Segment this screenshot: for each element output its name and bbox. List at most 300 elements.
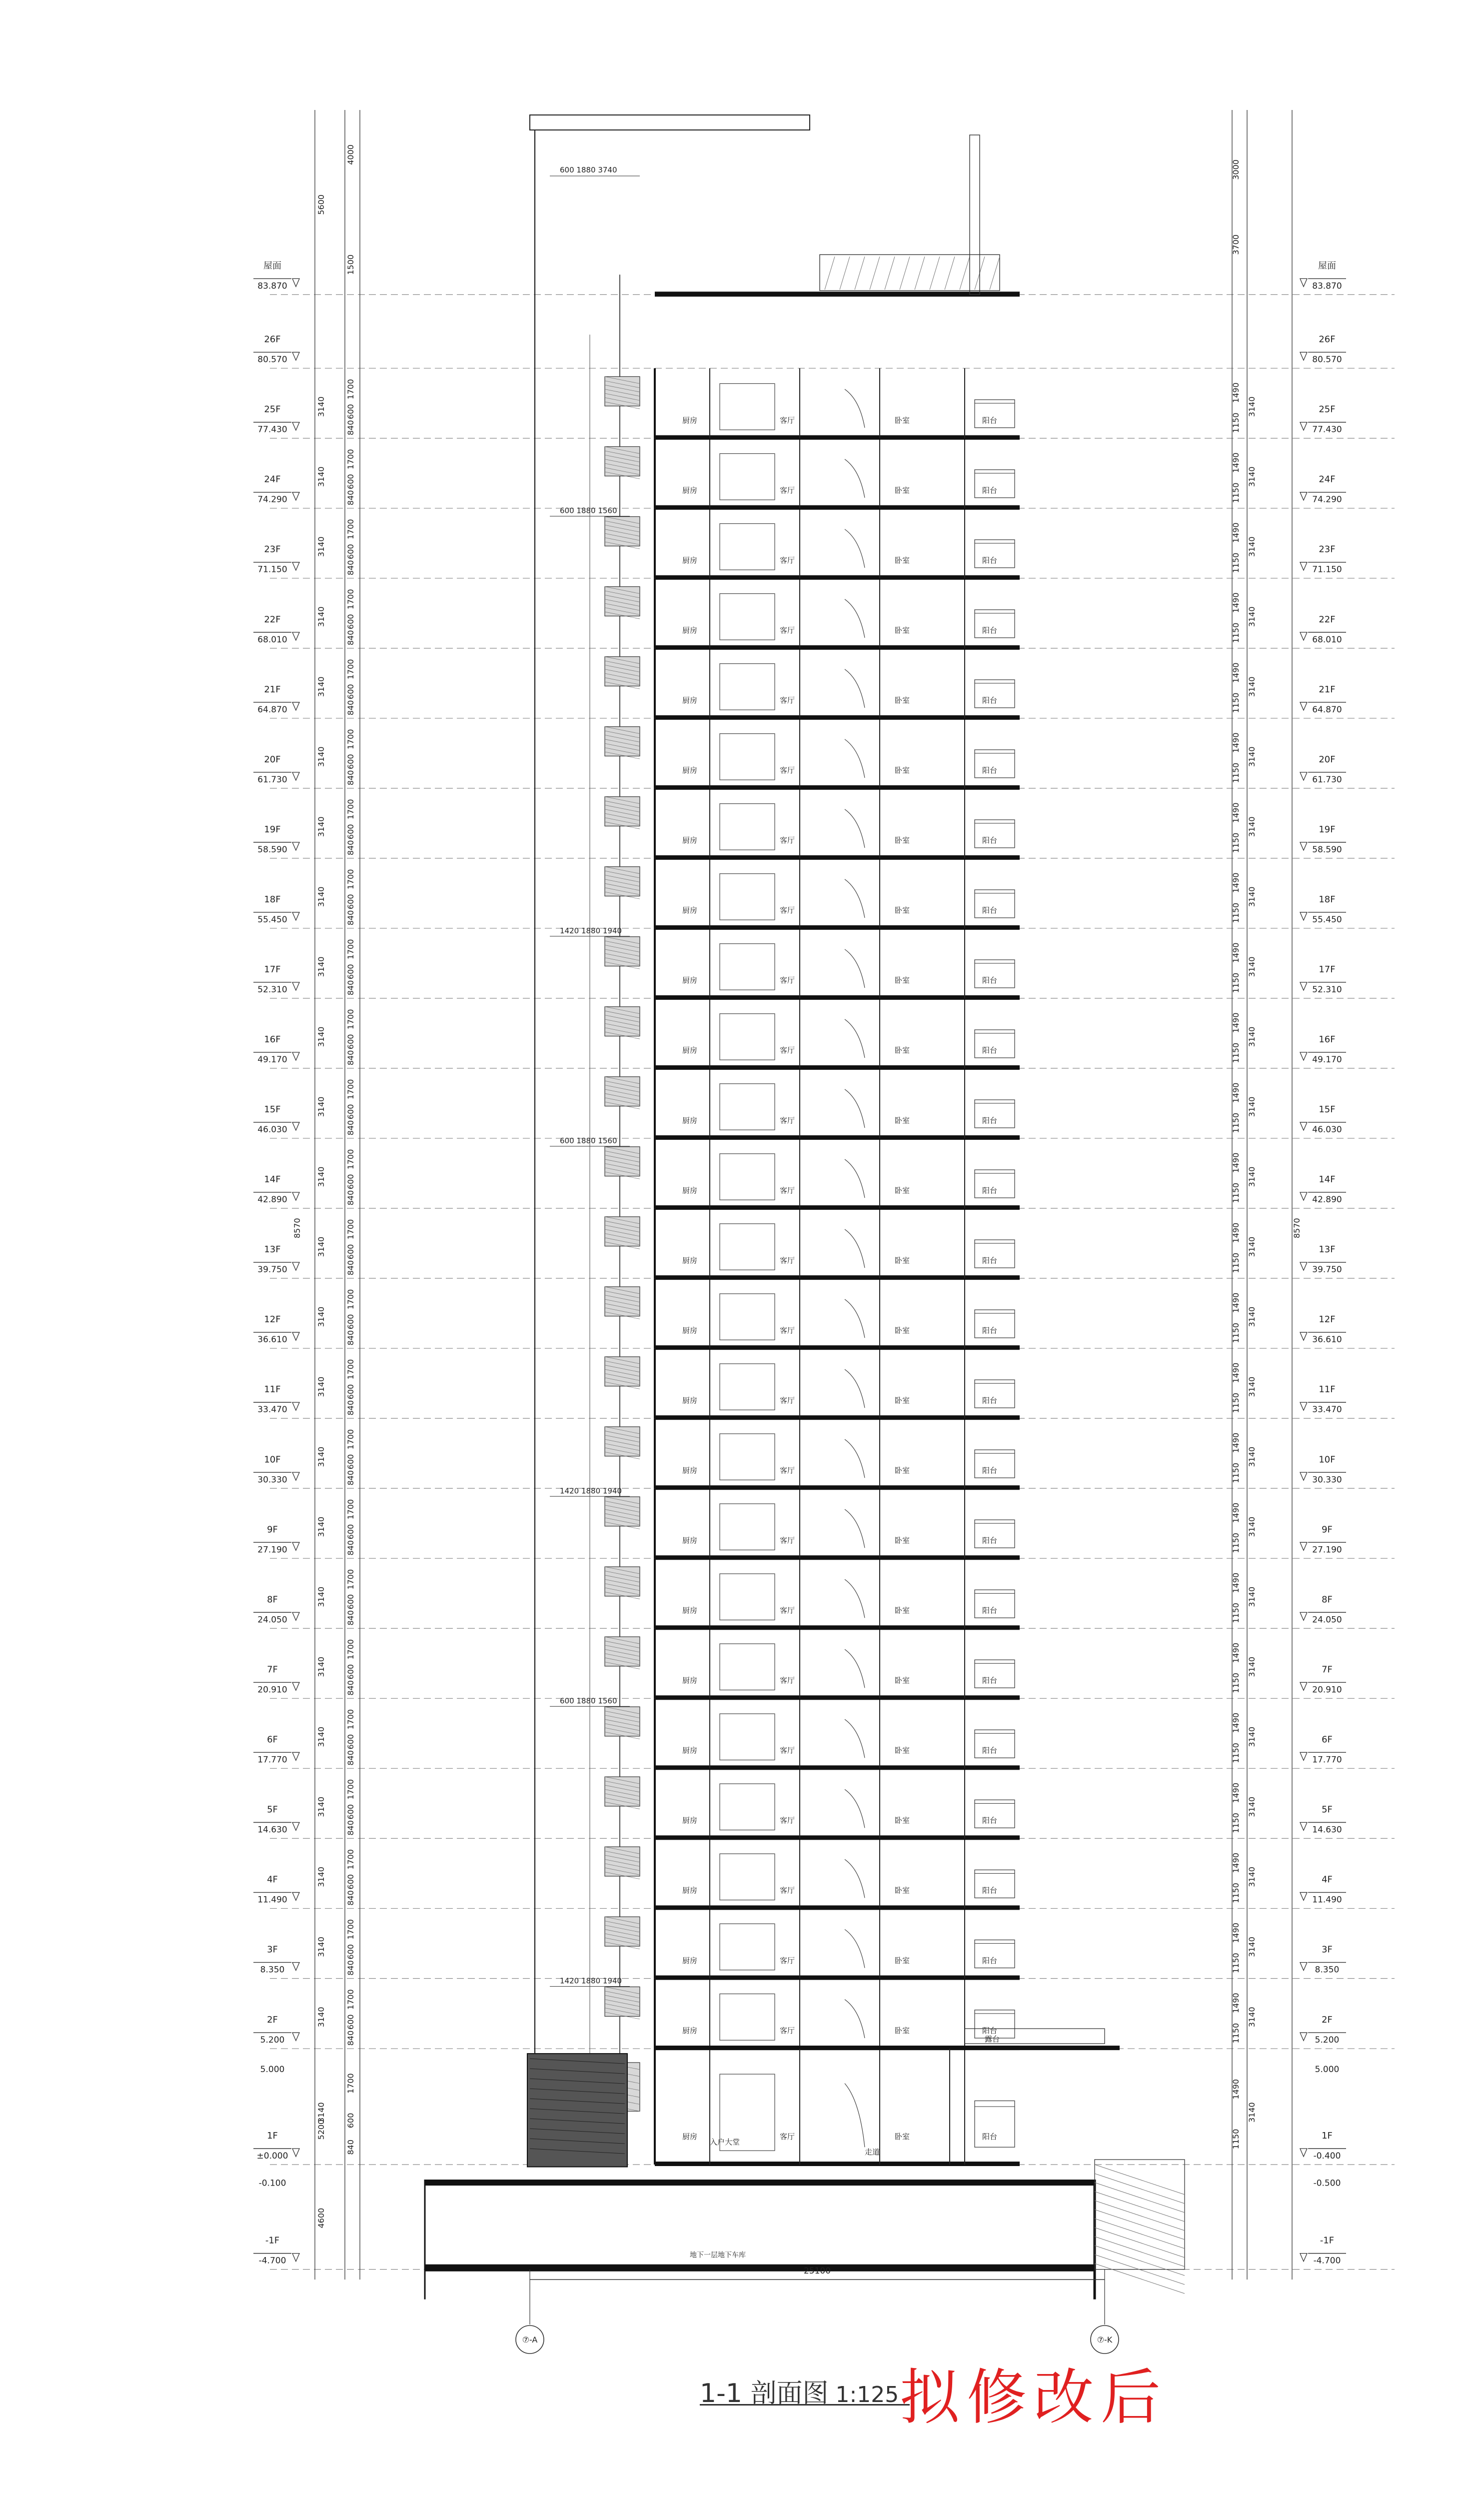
floor-label: 5F xyxy=(1322,1804,1333,1815)
dim-window: 1700 xyxy=(346,379,355,399)
balcony-dim-text: 600 1880 1560 xyxy=(560,506,617,515)
floor-label: 26F xyxy=(264,334,281,345)
elevation-triangle xyxy=(292,1332,299,1340)
dim-floor-height: 3140 xyxy=(316,1867,326,1887)
dim-floor-height: 3140 xyxy=(1247,1516,1257,1537)
door-outline xyxy=(720,944,775,990)
dim-floor-height: 3140 xyxy=(316,1657,326,1677)
dim-total-height: 8570 xyxy=(292,1218,302,1239)
elevation-value: 42.890 xyxy=(1312,1195,1342,1205)
dim-floor-height: 3140 xyxy=(316,1937,326,1957)
door-outline xyxy=(720,1924,775,1970)
dim-floor-height: 3140 xyxy=(1247,816,1257,837)
room-label-kitchen: 厨房 xyxy=(682,485,698,495)
elevation-value: 74.290 xyxy=(1312,494,1342,505)
floor-label: 10F xyxy=(1319,1454,1336,1465)
dim-floor-height: 3140 xyxy=(1247,1867,1257,1887)
room-label-balcony: 阳台 xyxy=(982,625,998,635)
room-label-balcony: 阳台 xyxy=(982,2026,998,2036)
dim-basement-depth: 4600 xyxy=(316,2208,326,2229)
dim-total-height: 8570 xyxy=(1292,1218,1302,1239)
elevation-triangle xyxy=(1300,1612,1307,1620)
dim-floor-height: 3140 xyxy=(316,886,326,907)
dim-window: 1490 xyxy=(1231,1853,1241,1873)
dim-roof-sub: 1500 xyxy=(346,254,355,275)
elevation-triangle xyxy=(292,562,299,570)
lobby-label-entry: 入户大堂 xyxy=(710,2138,740,2147)
dim-window: 1700 xyxy=(346,2073,355,2094)
dim-sill: 840 xyxy=(346,420,355,435)
dim-sill: 1150 xyxy=(1231,692,1241,713)
dim-sill: 840 xyxy=(346,1610,355,1626)
dim-window: 1490 xyxy=(1231,1713,1241,1733)
room-label-living: 客厅 xyxy=(780,766,795,775)
roof-hatch-stroke xyxy=(900,256,910,289)
earth-hatch xyxy=(1095,2219,1185,2249)
floor-label: 23F xyxy=(264,544,281,555)
elevation-value: 61.730 xyxy=(257,774,287,785)
title-underline xyxy=(700,2404,910,2406)
floor-label: -1F xyxy=(265,2235,280,2246)
room-label-kitchen: 厨房 xyxy=(682,1606,698,1615)
room-label-living: 客厅 xyxy=(780,625,795,635)
dim-window: 1700 xyxy=(346,1009,355,1030)
facade-hatch-panel xyxy=(605,1777,640,1806)
room-label-bedroom: 卧室 xyxy=(895,1186,910,1195)
floor-label: 15F xyxy=(1319,1104,1336,1115)
dim-floor-height: 3140 xyxy=(316,1166,326,1187)
elevation-triangle xyxy=(1300,1402,1307,1410)
floor-label: 14F xyxy=(264,1174,281,1185)
dim-window: 1700 xyxy=(346,589,355,610)
elevation-triangle xyxy=(1300,2033,1307,2041)
door-swing xyxy=(845,1369,865,1408)
roof-chimney xyxy=(970,135,980,294)
elevation-value: 27.190 xyxy=(1312,1545,1342,1555)
dim-beam: 600 xyxy=(346,1454,355,1470)
elevation-value: 20.910 xyxy=(1312,1685,1342,1695)
elevation-triangle xyxy=(292,492,299,500)
elevation-value: 14.630 xyxy=(1312,1825,1342,1835)
room-label-balcony: 阳台 xyxy=(982,1606,998,1615)
facade-hatch-panel xyxy=(605,1147,640,1176)
roof-hatch-stroke xyxy=(855,256,865,289)
elevation-value: 17.770 xyxy=(257,1755,287,1765)
dim-floor-height: 3140 xyxy=(1247,676,1257,697)
room-label-balcony: 阳台 xyxy=(982,1256,998,1265)
elevation-value: 80.570 xyxy=(257,354,287,365)
dim-beam: 600 xyxy=(346,1874,355,1890)
elevation-value: 20.910 xyxy=(257,1685,287,1695)
elevation-triangle xyxy=(1300,632,1307,640)
basement-slab xyxy=(425,2265,1095,2272)
door-swing xyxy=(845,1159,865,1198)
roof-hatch-stroke xyxy=(825,256,835,289)
dim-window: 1490 xyxy=(1231,1502,1241,1523)
dim-beam: 600 xyxy=(346,1384,355,1400)
room-label-living: 客厅 xyxy=(780,695,795,705)
elevation-triangle xyxy=(292,1682,299,1690)
dim-sill: 840 xyxy=(346,1330,355,1346)
door-swing xyxy=(845,879,865,918)
dim-window: 1490 xyxy=(1231,522,1241,543)
dim-window: 1490 xyxy=(1231,1643,1241,1663)
elevation-triangle xyxy=(292,1893,299,1901)
facade-hatch-panel xyxy=(605,797,640,826)
elevation-value: 58.590 xyxy=(1312,844,1342,855)
floor-label: 22F xyxy=(1319,614,1336,625)
dim-floor-height: 3140 xyxy=(1247,1306,1257,1327)
dim-sill: 840 xyxy=(346,1050,355,1066)
room-label-balcony: 阳台 xyxy=(982,485,998,495)
dim-window: 1490 xyxy=(1231,382,1241,403)
dim-floor-height: 3140 xyxy=(316,466,326,487)
dim-floor-height: 3140 xyxy=(1247,1166,1257,1187)
room-label-bedroom: 卧室 xyxy=(895,836,910,845)
room-label-bedroom: 卧室 xyxy=(895,1466,910,1475)
door-outline xyxy=(720,1014,775,1060)
elevation-triangle xyxy=(1300,278,1307,286)
room-label-living: 客厅 xyxy=(780,1606,795,1615)
dim-beam: 600 xyxy=(346,1944,355,1960)
floor-label: 1F xyxy=(267,2131,278,2141)
elevation-value: 5.000 xyxy=(1315,2065,1340,2075)
elevation-triangle xyxy=(292,772,299,780)
dim-window: 1700 xyxy=(346,939,355,960)
floor-label: 14F xyxy=(1319,1174,1336,1185)
roof-hatch-stroke xyxy=(945,256,955,289)
dim-sill: 840 xyxy=(346,700,355,716)
dim-sill: 1150 xyxy=(1231,2023,1241,2044)
dim-sill: 840 xyxy=(346,1680,355,1696)
room-label-kitchen: 厨房 xyxy=(682,1186,698,1195)
elevation-value: 5.200 xyxy=(260,2035,285,2046)
door-swing xyxy=(845,1789,865,1828)
dim-ground-floor: 5200 xyxy=(316,2119,326,2140)
floor-label: 26F xyxy=(1319,334,1336,345)
dim-sill: 1150 xyxy=(1231,552,1241,573)
dim-floor-height: 3140 xyxy=(316,956,326,977)
room-label-living: 客厅 xyxy=(780,555,795,565)
room-label-kitchen: 厨房 xyxy=(682,415,698,425)
balcony-dim-text: 1420 1880 1940 xyxy=(560,926,622,935)
room-label-living: 客厅 xyxy=(780,1536,795,1545)
dim-sill: 840 xyxy=(346,840,355,856)
room-label-living: 客厅 xyxy=(780,415,795,425)
revision-stamp: 拟修改后 xyxy=(900,2363,1168,2433)
elevation-value: 39.750 xyxy=(1312,1265,1342,1275)
floor-label: 9F xyxy=(1322,1524,1333,1535)
door-swing xyxy=(845,669,865,708)
floor-label: 8F xyxy=(267,1594,278,1605)
floor-label: -1F xyxy=(1320,2235,1335,2246)
room-label-kitchen: 厨房 xyxy=(682,1676,698,1685)
dim-floor-height: 3140 xyxy=(1247,1937,1257,1957)
floor-label: 10F xyxy=(264,1454,281,1465)
elevation-triangle xyxy=(1300,352,1307,360)
elevation-value: 33.470 xyxy=(257,1405,287,1415)
dim-sill: 840 xyxy=(346,1890,355,1906)
elevation-triangle xyxy=(1300,912,1307,920)
room-label-living: 客厅 xyxy=(780,1816,795,1825)
dim-sill: 840 xyxy=(346,1470,355,1486)
facade-hatch-panel xyxy=(605,867,640,896)
dim-sill: 1150 xyxy=(1231,1112,1241,1133)
dim-sill: 840 xyxy=(346,1190,355,1206)
facade-hatch-panel xyxy=(605,727,640,756)
elevation-value: 77.430 xyxy=(1312,424,1342,435)
dim-window: 1700 xyxy=(346,519,355,540)
dim-window: 1490 xyxy=(1231,1432,1241,1453)
room-label-living: 客厅 xyxy=(780,836,795,845)
dim-roof-top: 4000 xyxy=(346,144,355,165)
dim-floor-height: 3140 xyxy=(1247,956,1257,977)
dim-sill: 1150 xyxy=(1231,902,1241,923)
dim-beam: 600 xyxy=(346,404,355,419)
earth-hatch xyxy=(1095,2192,1185,2222)
elevation-triangle xyxy=(1300,422,1307,430)
dim-beam: 600 xyxy=(346,1734,355,1750)
room-label-bedroom: 卧室 xyxy=(895,1116,910,1125)
floor-label: 20F xyxy=(264,754,281,765)
elevation-value: 68.010 xyxy=(257,634,287,645)
dim-window: 1700 xyxy=(346,1079,355,1100)
door-outline xyxy=(720,523,775,569)
elevation-triangle xyxy=(292,1542,299,1550)
elevation-triangle xyxy=(1300,1893,1307,1901)
dim-window: 1700 xyxy=(346,1499,355,1520)
dim-floor-height: 3140 xyxy=(316,1586,326,1607)
room-label-bedroom: 卧室 xyxy=(895,1606,910,1615)
room-label-balcony: 阳台 xyxy=(982,1186,998,1195)
dim-window: 1700 xyxy=(346,729,355,750)
elevation-triangle xyxy=(292,278,299,286)
room-label-living: 客厅 xyxy=(780,2132,795,2141)
dim-window: 1490 xyxy=(1231,1012,1241,1033)
floor-label: 17F xyxy=(264,964,281,975)
room-label-bedroom: 卧室 xyxy=(895,976,910,985)
elevation-triangle xyxy=(1300,1542,1307,1550)
dim-sill: 840 xyxy=(346,1750,355,1766)
room-label-bedroom: 卧室 xyxy=(895,1396,910,1405)
floor-label: 13F xyxy=(1319,1244,1336,1255)
door-swing xyxy=(845,1860,865,1898)
elevation-value: 24.050 xyxy=(257,1615,287,1625)
facade-hatch-panel xyxy=(605,1847,640,1876)
floor-label: 24F xyxy=(1319,474,1336,485)
earth-hatch xyxy=(1095,2237,1185,2267)
facade-hatch-panel xyxy=(605,376,640,406)
dim-floor-height: 3140 xyxy=(316,396,326,417)
room-label-balcony: 阳台 xyxy=(982,766,998,775)
floor-label: 11F xyxy=(1319,1384,1336,1395)
dim-window: 1700 xyxy=(346,1429,355,1450)
floor-label: 1F xyxy=(1322,2131,1333,2141)
ground-slab xyxy=(425,2180,1095,2186)
floor-label: 21F xyxy=(1319,684,1336,695)
dim-window: 1700 xyxy=(346,1149,355,1170)
elevation-triangle xyxy=(292,1472,299,1480)
elevation-triangle xyxy=(292,1402,299,1410)
elevation-triangle xyxy=(1300,1262,1307,1270)
door-swing xyxy=(845,1579,865,1618)
dim-window: 1700 xyxy=(346,869,355,890)
room-label-bedroom: 卧室 xyxy=(895,1256,910,1265)
room-label-living: 客厅 xyxy=(780,906,795,915)
earth-hatch xyxy=(1095,2228,1185,2258)
dim-floor-height: 3140 xyxy=(1247,1797,1257,1817)
dim-sill: 840 xyxy=(346,1400,355,1416)
room-label-bedroom: 卧室 xyxy=(895,1676,910,1685)
dim-floor-height: 3140 xyxy=(316,1096,326,1117)
dim-window: 1700 xyxy=(346,1359,355,1380)
elevation-value: -0.400 xyxy=(1313,2151,1341,2161)
floor-label: 16F xyxy=(264,1034,281,1045)
room-label-living: 客厅 xyxy=(780,1186,795,1195)
elevation-triangle xyxy=(1300,772,1307,780)
earth-hatch xyxy=(1095,2264,1185,2294)
door-swing xyxy=(845,599,865,638)
floor-label: 16F xyxy=(1319,1034,1336,1045)
facade-hatch-panel xyxy=(605,1217,640,1246)
room-label-kitchen: 厨房 xyxy=(682,1116,698,1125)
room-label-balcony: 阳台 xyxy=(982,555,998,565)
room-label-kitchen: 厨房 xyxy=(682,1396,698,1405)
dim-floor-height: 3140 xyxy=(1247,1236,1257,1257)
door-swing xyxy=(845,1229,865,1268)
elevation-triangle xyxy=(292,912,299,920)
elevation-triangle xyxy=(292,1052,299,1060)
elevation-value: 39.750 xyxy=(257,1265,287,1275)
room-label-kitchen: 厨房 xyxy=(682,1466,698,1475)
dim-sill: 1150 xyxy=(1231,832,1241,853)
door-swing xyxy=(845,1509,865,1548)
door-swing xyxy=(845,2000,865,2038)
room-label-kitchen: 厨房 xyxy=(682,906,698,915)
door-outline xyxy=(720,1784,775,1830)
floor-label: 5F xyxy=(267,1804,278,1815)
roof-canopy-dim: 600 1880 3740 xyxy=(560,165,617,174)
elevation-triangle xyxy=(292,422,299,430)
dim-sill: 840 xyxy=(346,2030,355,2046)
elevation-value: 11.490 xyxy=(257,1895,287,1905)
dim-window: 1700 xyxy=(346,659,355,680)
dim-beam: 600 xyxy=(346,1664,355,1680)
room-label-balcony: 阳台 xyxy=(982,1816,998,1825)
door-outline xyxy=(720,1154,775,1200)
door-outline xyxy=(720,804,775,850)
dim-window: 1700 xyxy=(346,1709,355,1730)
elevation-value: 27.190 xyxy=(257,1545,287,1555)
facade-hatch-panel xyxy=(605,1427,640,1456)
room-label-kitchen: 厨房 xyxy=(682,555,698,565)
elevation-value: 46.030 xyxy=(1312,1125,1342,1135)
room-label-bedroom: 卧室 xyxy=(895,695,910,705)
door-outline xyxy=(720,734,775,780)
floor-label: 23F xyxy=(1319,544,1336,555)
elevation-triangle xyxy=(292,1963,299,1971)
floor-label: 12F xyxy=(264,1314,281,1325)
room-label-bedroom: 卧室 xyxy=(895,1886,910,1895)
elevation-value: 64.870 xyxy=(1312,704,1342,715)
elevation-triangle xyxy=(1300,1192,1307,1200)
door-swing xyxy=(845,809,865,848)
dim-floor-height: 3140 xyxy=(1247,1096,1257,1117)
drawing-scale: 1:125 xyxy=(835,2382,899,2408)
floor-label: 21F xyxy=(264,684,281,695)
door-swing xyxy=(845,949,865,988)
dim-sill: 1150 xyxy=(1231,1323,1241,1343)
dim-beam: 600 xyxy=(346,1314,355,1330)
roof-hatch-stroke xyxy=(870,256,880,289)
room-label-balcony: 阳台 xyxy=(982,1116,998,1125)
dim-window: 1490 xyxy=(1231,1362,1241,1383)
dim-sill: 1150 xyxy=(1231,762,1241,783)
room-label-bedroom: 卧室 xyxy=(895,1536,910,1545)
floor-label: 6F xyxy=(1322,1734,1333,1745)
roof-mech-room xyxy=(820,254,1000,290)
dim-sill: 1150 xyxy=(1231,1743,1241,1764)
room-label-kitchen: 厨房 xyxy=(682,1746,698,1755)
elevation-triangle xyxy=(1300,1823,1307,1831)
room-label-living: 客厅 xyxy=(780,1886,795,1895)
room-label-bedroom: 卧室 xyxy=(895,766,910,775)
facade-hatch-panel xyxy=(605,657,640,686)
door-outline xyxy=(720,1854,775,1900)
floor-label: 11F xyxy=(264,1384,281,1395)
floor-label: 17F xyxy=(1319,964,1336,975)
balcony-dim-text: 600 1880 1560 xyxy=(560,1136,617,1146)
dim-floor-height: 3140 xyxy=(1247,1586,1257,1607)
door-swing xyxy=(845,389,865,428)
elevation-value: 11.490 xyxy=(1312,1895,1342,1905)
room-label-bedroom: 卧室 xyxy=(895,1326,910,1335)
dim-floor-height: 3140 xyxy=(316,2007,326,2028)
basement-label: 地下一层地下车库 xyxy=(690,2251,746,2260)
roof-hatch-stroke xyxy=(930,256,940,289)
facade-hatch-panel xyxy=(605,1567,640,1596)
entry-canopy xyxy=(527,2054,627,2167)
room-label-living: 客厅 xyxy=(780,1956,795,1965)
floor-label: 屋面 xyxy=(263,260,281,271)
door-outline xyxy=(720,1504,775,1550)
dim-beam: 600 xyxy=(346,2014,355,2030)
balcony-dim-text: 600 1880 1560 xyxy=(560,1696,617,1706)
floor-label: 2F xyxy=(267,2015,278,2026)
dim-beam: 600 xyxy=(346,1594,355,1610)
dim-sill: 840 xyxy=(346,630,355,646)
elevation-triangle xyxy=(292,1752,299,1760)
room-label-balcony: 阳台 xyxy=(982,1466,998,1475)
dim-floor-height: 3140 xyxy=(1247,1376,1257,1397)
dim-window: 1700 xyxy=(346,1849,355,1870)
room-label-balcony: 阳台 xyxy=(982,1326,998,1335)
elevation-triangle xyxy=(292,702,299,710)
dim-beam: 600 xyxy=(346,894,355,909)
dim-beam: 600 xyxy=(346,2113,355,2129)
dim-window: 1490 xyxy=(1231,942,1241,963)
elevation-triangle xyxy=(292,1823,299,1831)
dim-beam: 600 xyxy=(346,964,355,980)
dim-sill: 1150 xyxy=(1231,1042,1241,1063)
dim-window: 1700 xyxy=(346,799,355,820)
room-label-kitchen: 厨房 xyxy=(682,976,698,985)
balcony-dim-text: 1420 1880 1940 xyxy=(560,1976,622,1986)
dim-beam: 600 xyxy=(346,1174,355,1190)
dim-beam: 600 xyxy=(346,754,355,769)
dim-floor-height: 3140 xyxy=(316,1446,326,1467)
dim-beam: 600 xyxy=(346,544,355,559)
